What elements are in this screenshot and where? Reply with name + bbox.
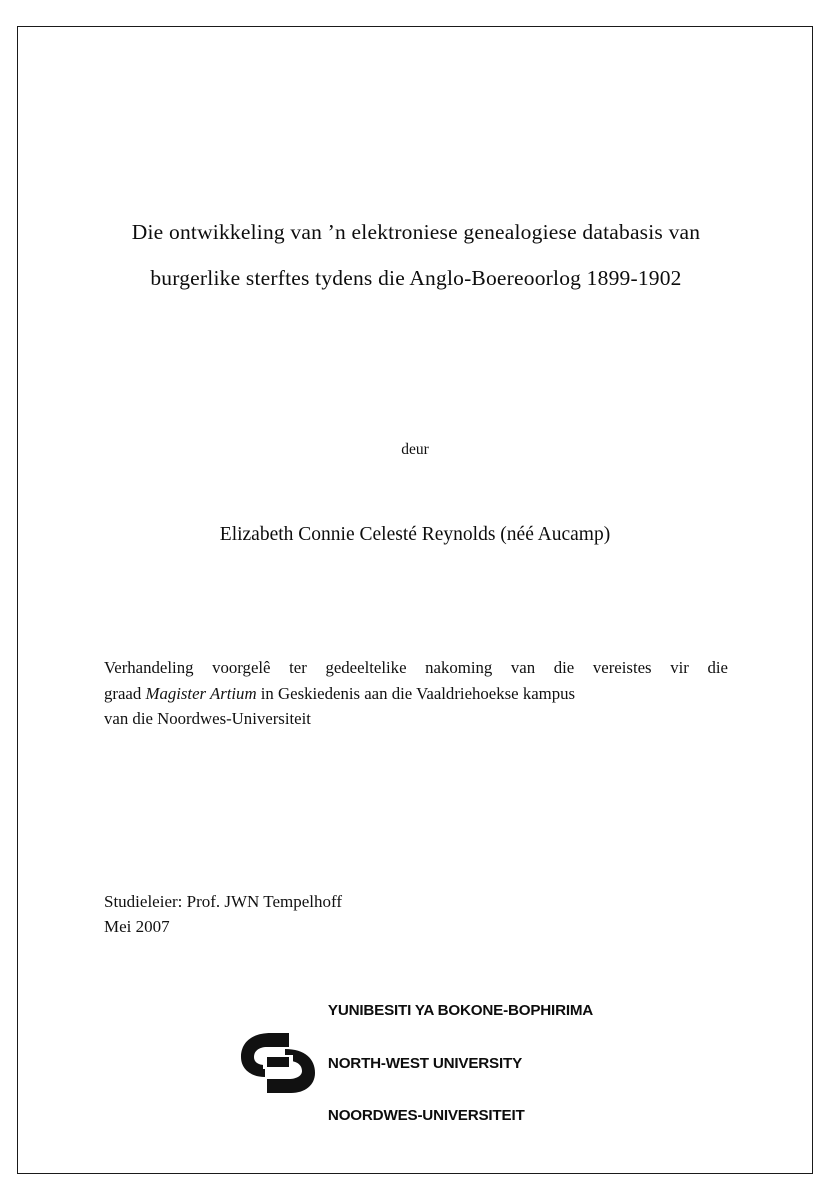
author-name: Elizabeth Connie Celesté Reynolds (néé Aucamp) (219, 524, 611, 545)
degree-statement-line-2-prefix: graad (104, 683, 146, 703)
logo-text-line-2: NORTH-WEST UNIVERSITY (327, 1054, 523, 1072)
submission-date: Mei 2007 (104, 917, 170, 936)
university-logo-text (328, 967, 593, 1160)
north-west-university-logo-icon (237, 1029, 319, 1097)
university-logo-block (18, 967, 812, 1160)
degree-name: Magister Artium (145, 683, 257, 703)
degree-statement-line-3: van die Noordwes-Universiteit (104, 709, 311, 728)
degree-statement-line-2-suffix: in Geskiedenis aan die Vaaldriehoekse kampus (256, 683, 576, 703)
title-line-2: burgerlike sterftes tydens die Anglo-Boereoorlog 1899-1902 (150, 266, 682, 290)
logo-text-line-1: YUNIBESITI YA BOKONE-BOPHIRIMA (327, 1002, 594, 1019)
title-page-border (17, 26, 813, 1174)
supervisor-block (104, 889, 342, 939)
degree-statement-line-1: Verhandeling voorgelê ter gedeeltelike nakoming van die vereistes vir die (104, 658, 728, 677)
logo-text-line-3: NOORDWES-UNIVERSITEIT (327, 1107, 525, 1124)
degree-statement-line-2 (104, 681, 728, 707)
by-word: deur (401, 441, 429, 458)
degree-statement (104, 655, 728, 732)
page-title (96, 209, 736, 301)
title-page-content (18, 27, 812, 1173)
title-line-1: Die ontwikkeling van ’n elektroniese genealogiese databasis van (131, 220, 701, 244)
supervisor-name: Studieleier: Prof. JWN Tempelhoff (104, 892, 343, 911)
